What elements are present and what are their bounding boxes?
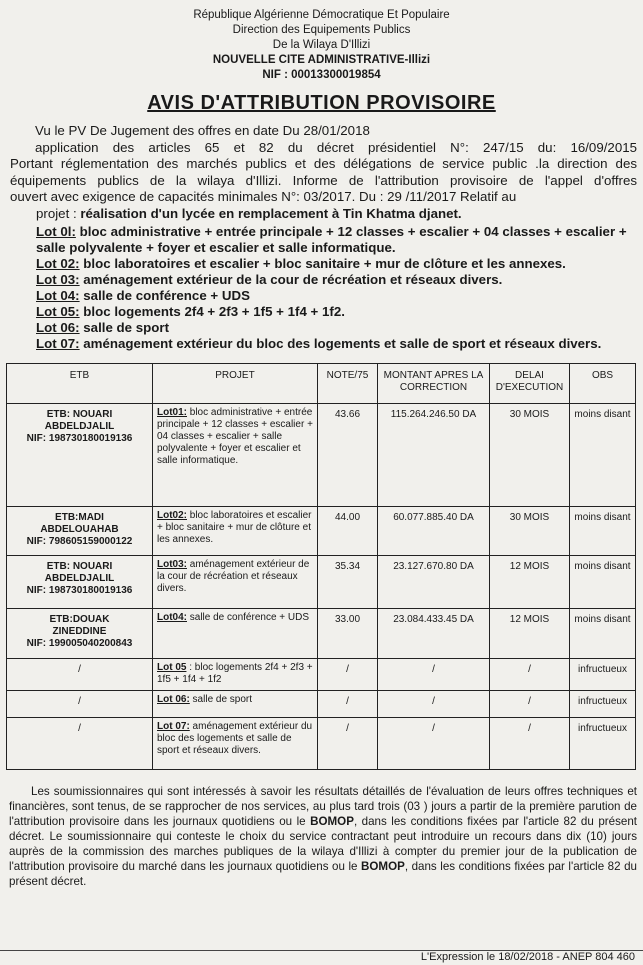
- table-row: [7, 404, 636, 507]
- montant-cell: /: [378, 691, 490, 718]
- etb-nif: NIF: 198730180019136: [26, 585, 133, 596]
- note-cell: 44.00: [318, 507, 378, 556]
- column-header-note: NOTE/75: [318, 364, 378, 404]
- lot-text: bloc administrative + entrée principale + 12 classes + escalier + 04 classes + escalier + salle polyvalente + foyer et escalier et salle informatique.: [36, 224, 627, 255]
- project-lot-label: Lot04:: [157, 612, 187, 623]
- etb-nif: NIF: 198730180019136: [26, 433, 133, 444]
- project-name: réalisation d'un lycée en remplacement à Tin Khatma djanet.: [80, 205, 462, 221]
- lot-text: bloc laboratoires et escalier + bloc sanitaire + mur de clôture et les annexes.: [79, 256, 566, 271]
- lot-label: Lot 05:: [36, 304, 80, 319]
- intro-project-line: [10, 206, 637, 223]
- etb-name: ABDELDJALIL: [44, 421, 115, 432]
- lot-label: Lot 0l:: [36, 224, 76, 239]
- lot-item: [10, 320, 637, 336]
- montant-cell: /: [378, 659, 490, 691]
- project-cell: [153, 659, 318, 691]
- obs-cell: moins disant: [570, 404, 636, 507]
- etb-cell: [7, 718, 153, 770]
- lot-text: aménagement extérieur de la cour de récréation et réseaux divers.: [79, 272, 503, 287]
- footer-text: , dans les conditions fixées par l'article 82 du présent décret.: [9, 860, 637, 888]
- obs-cell: infructueux: [570, 691, 636, 718]
- lot-label: Lot 02:: [36, 256, 80, 271]
- etb-name: /: [78, 723, 81, 734]
- etb-name: ETB:DOUAK: [49, 614, 110, 625]
- note-cell: /: [318, 691, 378, 718]
- lot-item: [10, 288, 637, 304]
- intro-line: équipements publics de la wilaya d'Illizi. Informe de l'attribution provisoire de l'appel d'offres: [10, 172, 637, 188]
- montant-cell: 60.077.885.40 DA: [378, 507, 490, 556]
- lot-label: Lot 07:: [36, 336, 80, 351]
- project-cell: [153, 718, 318, 770]
- etb-name: ETB: NOUARI: [46, 561, 113, 572]
- intro-text: [0, 115, 643, 222]
- project-desc: aménagement extérieur de la cour de récréation et réseaux divers.: [157, 559, 310, 594]
- lot-item: [10, 304, 637, 320]
- project-cell: [153, 556, 318, 609]
- montant-cell: 115.264.246.50 DA: [378, 404, 490, 507]
- closing-paragraph: [0, 770, 643, 889]
- etb-nif: NIF: 199005040200843: [26, 638, 133, 649]
- column-header-etb: ETB: [7, 364, 153, 404]
- column-header-montant: MONTANT APRES LA CORRECTION: [378, 364, 490, 404]
- montant-cell: 23.127.670.80 DA: [378, 556, 490, 609]
- project-lot-label: Lot03:: [157, 559, 187, 570]
- delai-cell: 30 MOIS: [490, 404, 570, 507]
- table-row: [7, 556, 636, 609]
- etb-cell: [7, 556, 153, 609]
- lot-item: [10, 336, 637, 352]
- indent: [9, 785, 31, 798]
- etb-name: ABDELOUAHAB: [40, 524, 119, 535]
- header-line-republic: République Algérienne Démocratique Et Populaire: [193, 9, 450, 21]
- attribution-table: [6, 363, 636, 770]
- etb-name: ZINEDDINE: [52, 626, 107, 637]
- etb-nif: NIF: 798605159000122: [26, 536, 133, 547]
- intro-line: ouvert avec exigence de capacités minimales N°: 03/2017. Du : 29 /11/2017 Relatif au: [10, 189, 517, 204]
- column-header-projet: PROJET: [153, 364, 318, 404]
- project-desc: bloc laboratoires et escalier + bloc sanitaire + mur de clôture et les annexes.: [157, 510, 312, 545]
- lot-label: Lot 03:: [36, 272, 80, 287]
- project-desc: aménagement extérieur du bloc des logements et salle de sport et réseaux divers.: [157, 721, 313, 756]
- project-desc: salle de sport: [189, 694, 253, 705]
- header-line-direction: Direction des Equipements Publics: [232, 24, 411, 36]
- intro-line: Portant réglementation des marchés publics et des délégations de service public .la direction des: [10, 156, 637, 171]
- lot-text: bloc logements 2f4 + 2f3 + 1f5 + 1f4 + 1f2.: [79, 304, 345, 319]
- footer-bomop: BOMOP: [361, 860, 405, 873]
- etb-cell: [7, 691, 153, 718]
- project-desc: : bloc logements 2f4 + 2f3 + 1f5 + 1f4 + 1f2: [157, 662, 313, 685]
- table-row: [7, 691, 636, 718]
- intro-line: Vu le PV De Jugement des offres en date Du 28/01/2018: [35, 123, 370, 138]
- notice-title: AVIS D'ATTRIBUTION PROVISOIRE: [147, 92, 496, 114]
- note-cell: /: [318, 659, 378, 691]
- etb-cell: [7, 659, 153, 691]
- project-lot-label: Lot02:: [157, 510, 187, 521]
- montant-cell: /: [378, 718, 490, 770]
- table-header-row: [7, 364, 636, 404]
- column-header-delai: DELAI D'EXECUTION: [490, 364, 570, 404]
- etb-cell: [7, 507, 153, 556]
- delai-cell: /: [490, 659, 570, 691]
- etb-name: /: [78, 664, 81, 675]
- lot-text: salle de conférence + UDS: [79, 288, 250, 303]
- table-row: [7, 609, 636, 659]
- lot-label: Lot 06:: [36, 320, 80, 335]
- header-line-wilaya: De la Wilaya D'Illizi: [272, 39, 371, 51]
- obs-cell: moins disant: [570, 507, 636, 556]
- delai-cell: 12 MOIS: [490, 609, 570, 659]
- obs-cell: moins disant: [570, 556, 636, 609]
- project-lot-label: Lot 05: [157, 662, 187, 673]
- etb-name: ETB: NOUARI: [46, 409, 113, 420]
- column-header-obs: OBS: [570, 364, 636, 404]
- delai-cell: 12 MOIS: [490, 556, 570, 609]
- project-desc: salle de conférence + UDS: [187, 612, 310, 623]
- project-cell: [153, 691, 318, 718]
- footer-bomop: BOMOP: [310, 815, 354, 828]
- table-row: [7, 659, 636, 691]
- lot-text: aménagement extérieur du bloc des logements et salle de sport et réseaux divers.: [79, 336, 602, 351]
- project-desc: bloc administrative + entrée principale + 12 classes + escalier + 04 classes + escalier + salle polyvalente + foyer et escalier et salle informatique.: [157, 407, 313, 466]
- publication-credit: L'Expression le 18/02/2018 - ANEP 804 460: [420, 951, 635, 963]
- project-lot-label: Lot 07:: [157, 721, 190, 732]
- lot-item: [10, 272, 637, 288]
- issuer-header: [0, 0, 643, 83]
- note-cell: /: [318, 718, 378, 770]
- etb-name: /: [78, 696, 81, 707]
- lot-text: salle de sport: [79, 320, 170, 335]
- project-cell: [153, 404, 318, 507]
- note-cell: 43.66: [318, 404, 378, 507]
- lot-item: [10, 224, 637, 256]
- lot-item: [10, 256, 637, 272]
- etb-cell: [7, 609, 153, 659]
- header-line-nif: NIF : 00013300019854: [262, 69, 381, 81]
- project-lot-label: Lot01:: [157, 407, 187, 418]
- etb-cell: [7, 404, 153, 507]
- note-cell: 35.34: [318, 556, 378, 609]
- project-lot-label: Lot 06:: [157, 694, 190, 705]
- etb-name: ABDELDJALIL: [44, 573, 115, 584]
- project-cell: [153, 609, 318, 659]
- lots-list: [0, 222, 643, 352]
- obs-cell: infructueux: [570, 718, 636, 770]
- intro-line: application des articles 65 et 82 du décret présidentiel N°: 247/15 du: 16/09/2015: [35, 139, 637, 155]
- table-row: [7, 718, 636, 770]
- delai-cell: /: [490, 691, 570, 718]
- obs-cell: moins disant: [570, 609, 636, 659]
- footer-text: Les soumissionnaires qui sont intéressés à savoir les résultats détaillés de l'évaluation de leurs offres techniques et financières, sont tenus, de se rapprocher de nos services, au plus tard trois (03 ) jours a partir de la première parution de l'attribution provisoire dans les journaux quotidiens ou le: [9, 785, 637, 828]
- header-line-address: NOUVELLE CITE ADMINISTRATIVE-Illizi: [212, 54, 431, 66]
- delai-cell: 30 MOIS: [490, 507, 570, 556]
- project-cell: [153, 507, 318, 556]
- project-prefix: projet :: [36, 205, 81, 221]
- delai-cell: /: [490, 718, 570, 770]
- etb-name: ETB:MADI: [55, 512, 104, 523]
- montant-cell: 23.084.433.45 DA: [378, 609, 490, 659]
- footer-text: , dans les conditions fixées par l'article 82 du présent décret. Le soumissionnaire qui conteste le choix du service contractant peut introduire un recours dans dix (10) jours auprès de la commission des marches publiques de la wilaya d'Illizi à compter du premier jour de la publication de l'attribution provisoire du marché dans les journaux quotidiens ou le: [9, 815, 637, 873]
- table-row: [7, 507, 636, 556]
- obs-cell: infructueux: [570, 659, 636, 691]
- lot-label: Lot 04:: [36, 288, 80, 303]
- note-cell: 33.00: [318, 609, 378, 659]
